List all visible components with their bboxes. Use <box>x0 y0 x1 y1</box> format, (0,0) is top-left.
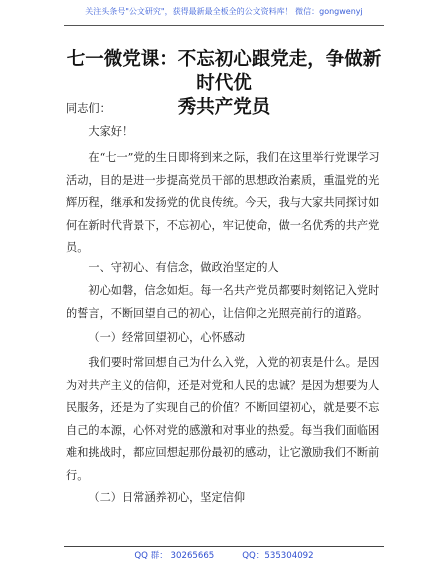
section-heading-1: 一、守初心、有信念，做政治坚定的人 <box>88 261 279 274</box>
paragraph-recall: 我们要时常回想自己为什么入党，入党的初衷是什么。是因为对共产主义的信仰，还是对党和人民的忠诚？是因为想要为人民服务，还是为了实现自己的价值？不断回望初心，就是要不忘自己的本源，心怀对党的感激和对事业的热爱。每当我们面临困难和挑战时，都应回想起那份最初的感动，让它激励我们不断前行。 <box>66 356 380 482</box>
header-note: 关注头条号"公文研究"，获得最新最全板全的公文资料库！ 微信：gongwenyj <box>85 7 363 16</box>
subheading-1: （一）经常回望初心，心怀感动 <box>88 331 246 344</box>
greeting: 大家好！ <box>88 125 134 138</box>
footer-qq: QQ：535304092 <box>242 551 314 561</box>
paragraph-intro: 在“七一”党的生日即将到来之际，我们在这里举行党课学习活动，目的是进一步提高党员干部的思想政治素质，重温党的光辉历程，继承和发扬党的优良传统。今天，我与大家共同探讨如何在新时代背景下，不忘初心，牢记使命，做一名优秀的共产党员。 <box>66 151 380 254</box>
header-rule <box>64 25 384 26</box>
title-line-2: 秀共产党员 <box>177 97 271 118</box>
subheading-2: （二）日常涵养初心，坚定信仰 <box>88 491 246 504</box>
footer-rule <box>64 546 384 547</box>
page-header <box>0 6 448 17</box>
title-line-1: 七一微党课：不忘初心跟党走，争做新时代优 <box>66 49 382 94</box>
page-footer <box>0 549 448 561</box>
footer-qq-group: QQ 群： 30265665 <box>134 551 215 561</box>
paragraph-initial-heart: 初心如磐，信念如炬。每一名共产党员都要时刻铭记入党时的誓言，不断回望自己的初心，让信仰之光照亮前行的道路。 <box>66 284 380 320</box>
salutation: 同志们： <box>66 102 111 115</box>
